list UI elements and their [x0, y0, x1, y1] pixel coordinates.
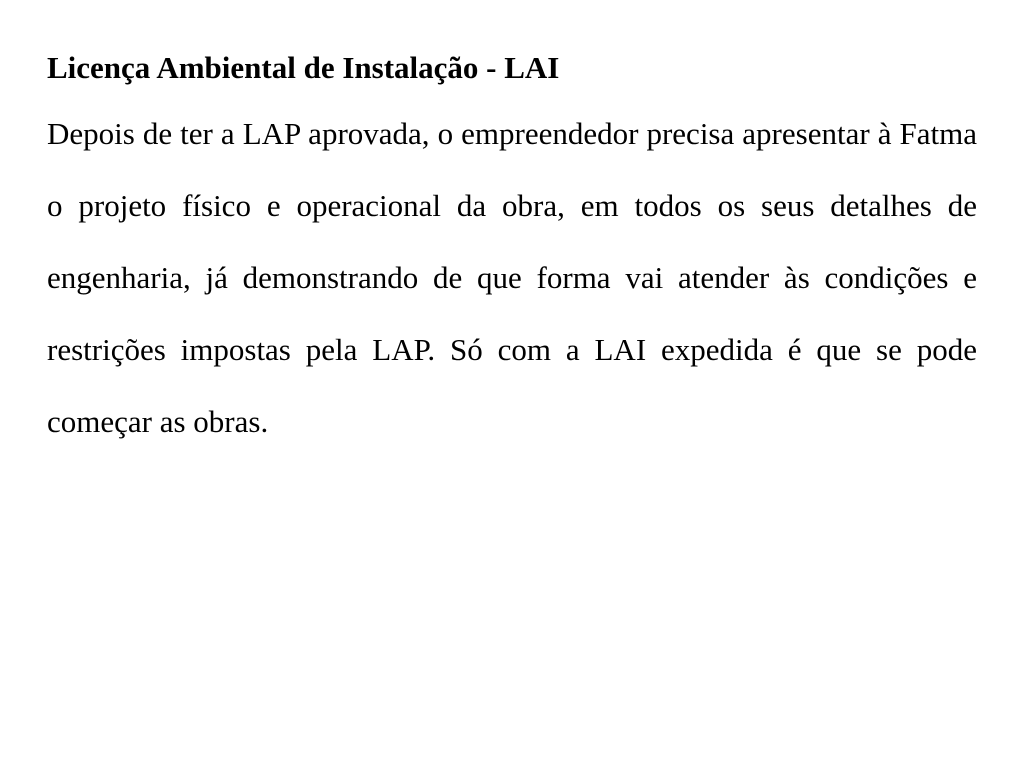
- slide-title: Licença Ambiental de Instalação - LAI: [47, 50, 560, 85]
- slide-body-paragraph: Depois de ter a LAP aprovada, o empreendedor precisa apresentar à Fatma o projeto físico e operacional da obra, em todos os seus detalhes de engenharia, já demonstrando de que forma vai atender às condições e restrições impostas pela LAP. Só com a LAI expedida é que se pode começar as obras.: [47, 116, 977, 439]
